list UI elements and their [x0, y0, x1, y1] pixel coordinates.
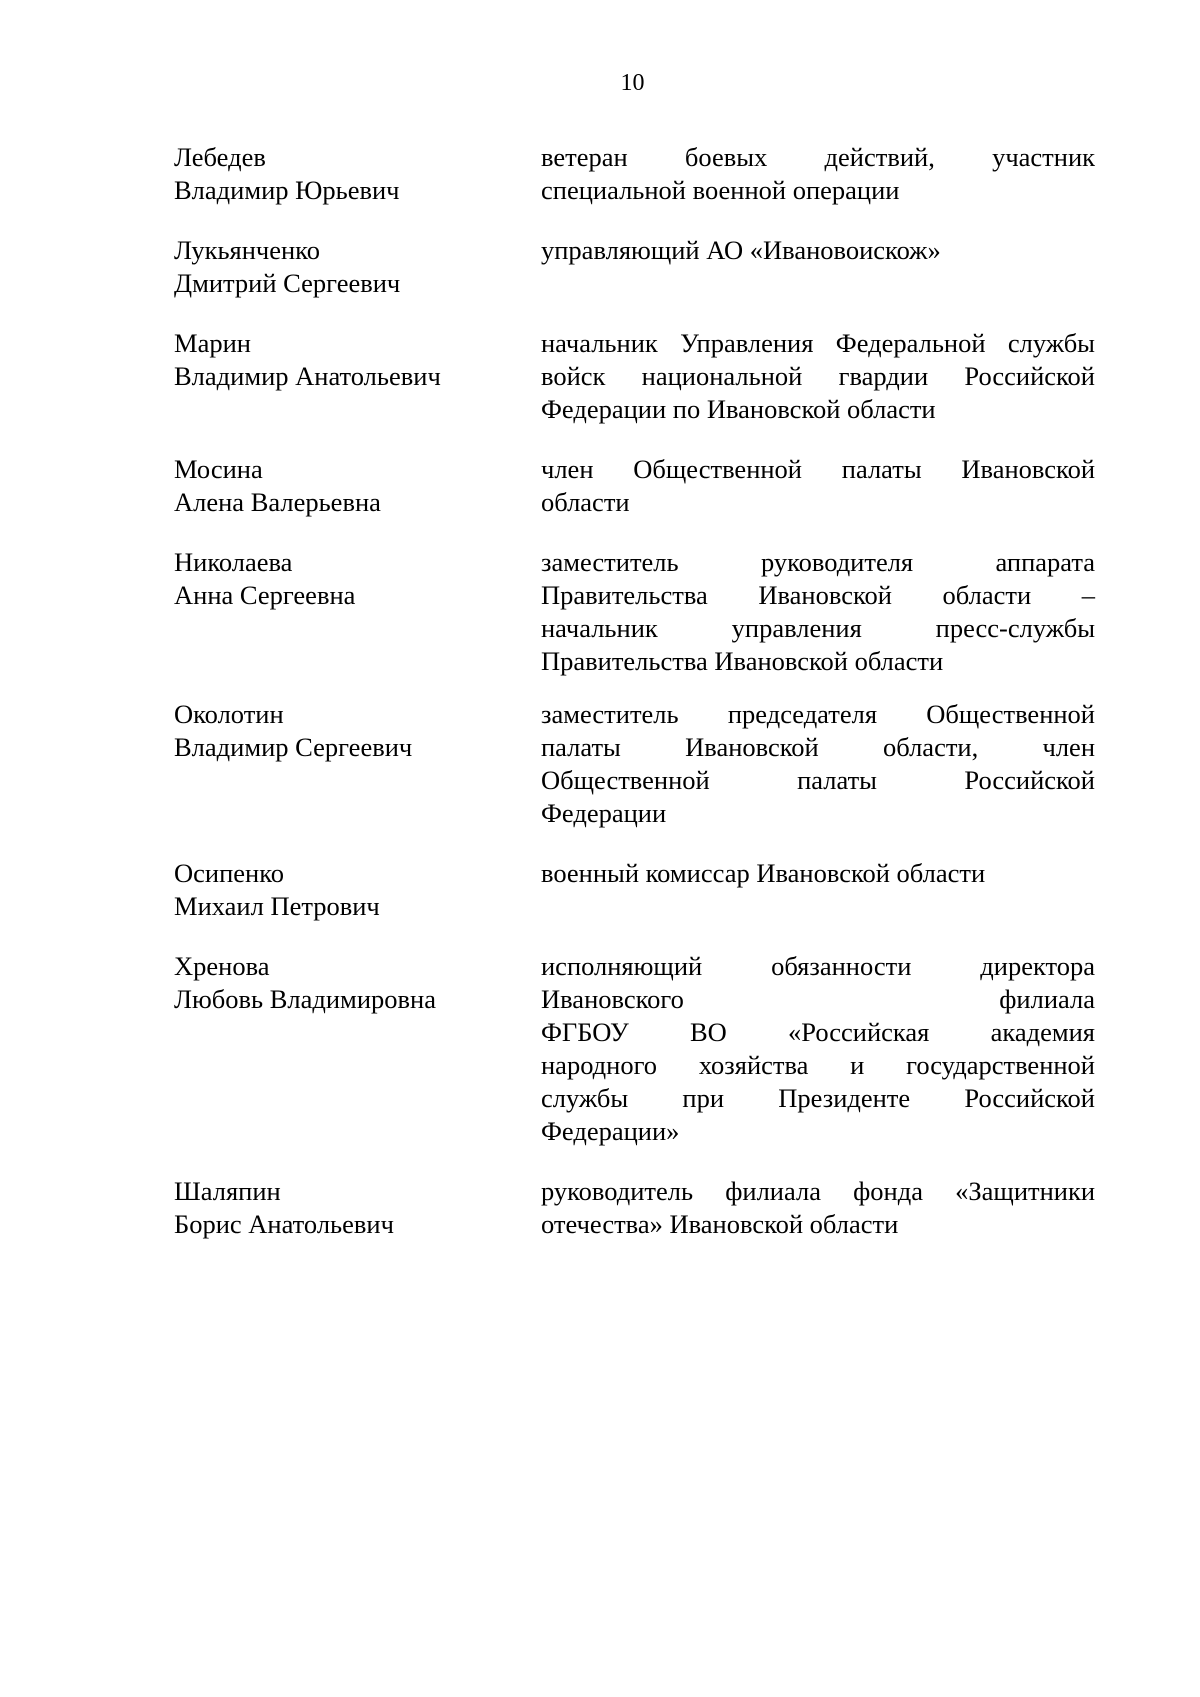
member-surname: Лукьянченко	[174, 235, 320, 265]
member-position	[541, 698, 1095, 830]
position-line: области	[541, 487, 630, 517]
position-line: военный комиссар Ивановской области	[541, 858, 986, 888]
position-line: Ивановского филиала	[541, 984, 1095, 1014]
member-position	[541, 141, 1095, 207]
position-line: службы при Президенте Российской	[541, 1083, 1095, 1113]
position-line: заместитель руководителя аппарата	[541, 547, 1095, 577]
position-line: исполняющий обязанности директора	[541, 951, 1095, 981]
member-position	[541, 453, 1095, 519]
position-line: руководитель филиала фонда «Защитники	[541, 1176, 1095, 1206]
member-name	[174, 698, 541, 830]
member-name	[174, 141, 541, 207]
member-surname: Хренова	[174, 951, 270, 981]
position-line: ФГБОУ ВО «Российская академия	[541, 1017, 1095, 1047]
member-row	[174, 327, 1095, 426]
member-row	[174, 857, 1095, 923]
member-row	[174, 950, 1095, 1148]
member-position	[541, 950, 1095, 1148]
member-row	[174, 546, 1095, 678]
member-given-names: Любовь Владимировна	[174, 984, 436, 1014]
position-line: отечества» Ивановской области	[541, 1209, 899, 1239]
page-number: 10	[620, 70, 645, 96]
position-line: Федерации	[541, 798, 667, 828]
member-row	[174, 141, 1095, 207]
position-line: управляющий АО «Ивановоискож»	[541, 235, 941, 265]
position-line: начальник управления пресс-службы	[541, 613, 1095, 643]
member-name	[174, 327, 541, 426]
position-line: Правительства Ивановской области –	[541, 580, 1095, 610]
member-surname: Мосина	[174, 454, 263, 484]
member-name	[174, 453, 541, 519]
member-row	[174, 698, 1095, 830]
position-line: народного хозяйства и государственной	[541, 1050, 1095, 1080]
member-row	[174, 1175, 1095, 1241]
member-surname: Околотин	[174, 699, 284, 729]
member-position	[541, 546, 1095, 678]
member-given-names: Михаил Петрович	[174, 891, 380, 921]
member-name	[174, 1175, 541, 1241]
position-line: член Общественной палаты Ивановской	[541, 454, 1095, 484]
member-name	[174, 234, 541, 300]
members-list	[174, 141, 1095, 1241]
position-line: начальник Управления Федеральной службы	[541, 328, 1095, 358]
member-position	[541, 327, 1095, 426]
member-surname: Марин	[174, 328, 251, 358]
member-position	[541, 857, 1095, 923]
member-given-names: Анна Сергеевна	[174, 580, 356, 610]
member-given-names: Дмитрий Сергеевич	[174, 268, 401, 298]
member-given-names: Борис Анатольевич	[174, 1209, 394, 1239]
member-surname: Николаева	[174, 547, 293, 577]
position-line: палаты Ивановской области, член	[541, 732, 1095, 762]
member-given-names: Владимир Сергеевич	[174, 732, 413, 762]
member-position	[541, 1175, 1095, 1241]
position-line: войск национальной гвардии Российской	[541, 361, 1095, 391]
member-surname: Шаляпин	[174, 1176, 281, 1206]
position-line: Федерации по Ивановской области	[541, 394, 936, 424]
member-name	[174, 950, 541, 1148]
member-surname: Осипенко	[174, 858, 284, 888]
member-row	[174, 453, 1095, 519]
position-line: Федерации»	[541, 1116, 680, 1146]
position-line: Правительства Ивановской области	[541, 646, 944, 676]
position-line: специальной военной операции	[541, 175, 900, 205]
member-position	[541, 234, 1095, 300]
member-name	[174, 857, 541, 923]
member-row	[174, 234, 1095, 300]
member-given-names: Владимир Анатольевич	[174, 361, 441, 391]
member-surname: Лебедев	[174, 142, 266, 172]
member-given-names: Алена Валерьевна	[174, 487, 381, 517]
position-line: ветеран боевых действий, участник	[541, 142, 1095, 172]
member-name	[174, 546, 541, 678]
position-line: Общественной палаты Российской	[541, 765, 1095, 795]
member-given-names: Владимир Юрьевич	[174, 175, 400, 205]
position-line: заместитель председателя Общественной	[541, 699, 1095, 729]
